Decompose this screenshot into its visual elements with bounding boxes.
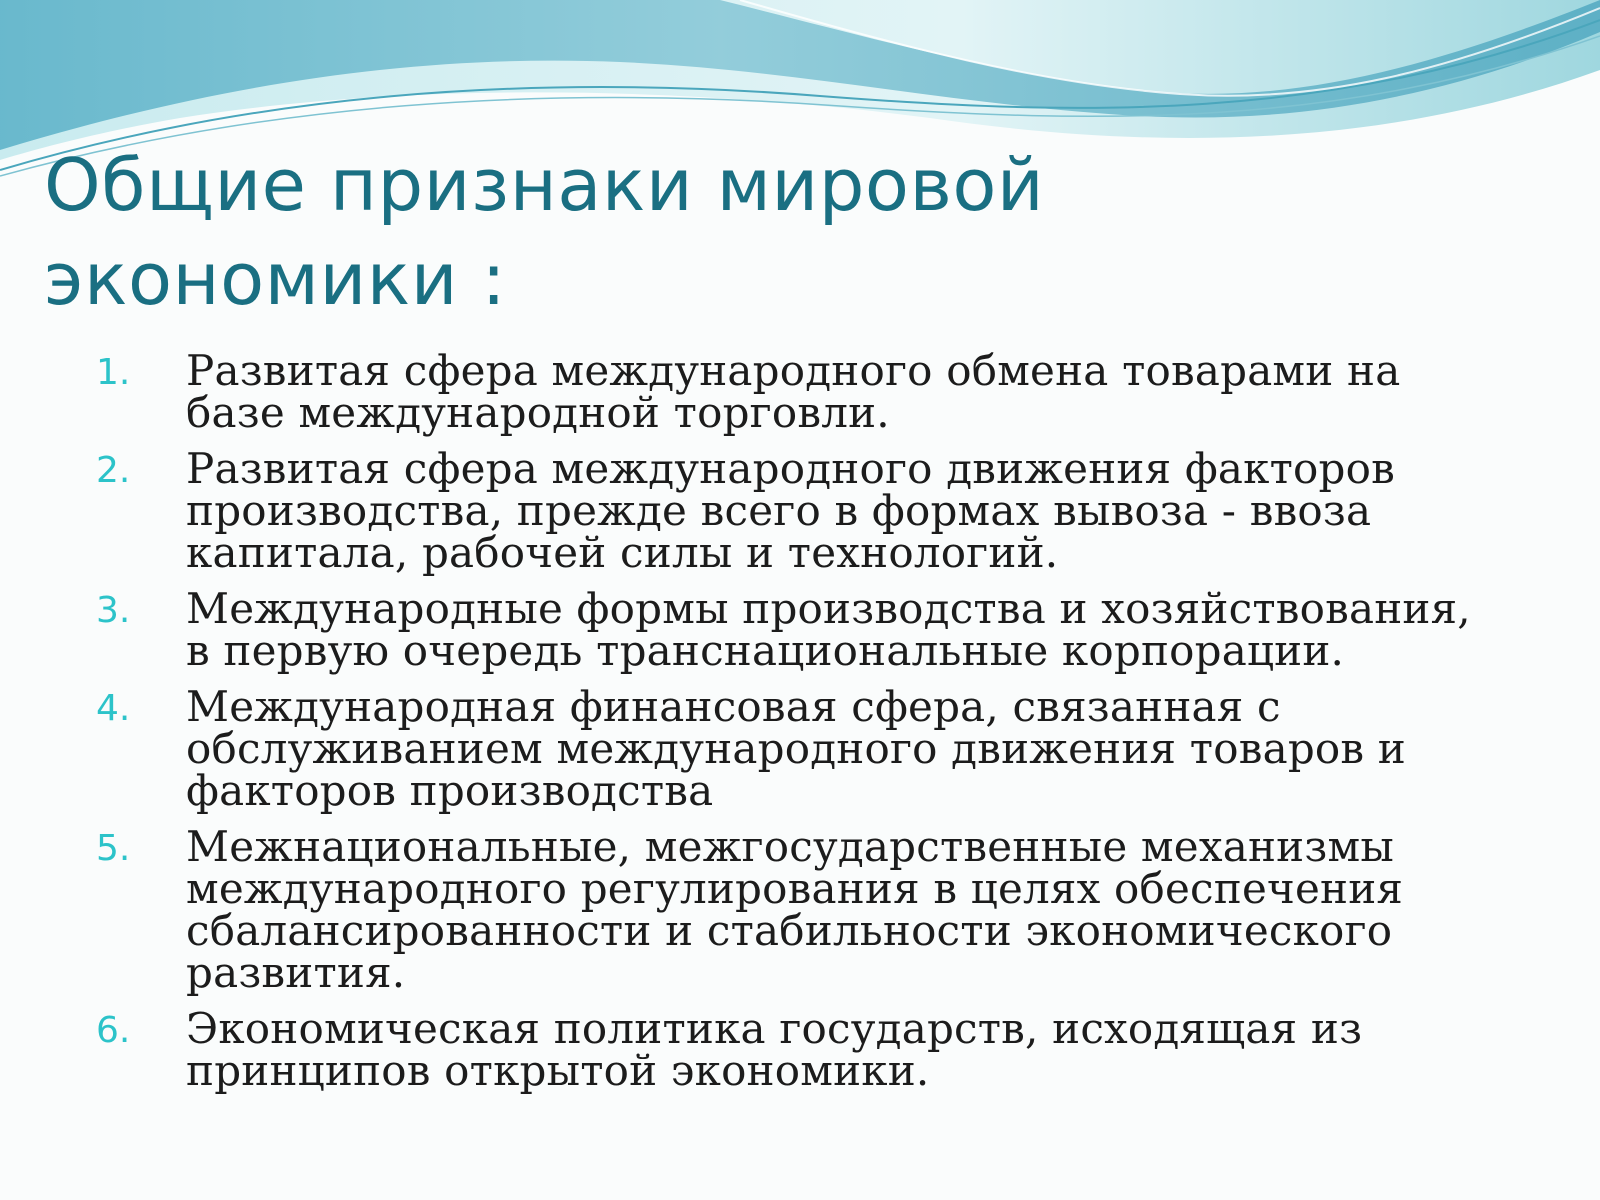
- list-item: [0, 822, 1600, 997]
- features-list: [0, 346, 1600, 1106]
- list-item-text: Межнациональные, межгосударственные механизмы международного регулирования в целях обеспечения сбалансированности и стабильности экономического развития.: [186, 822, 1404, 997]
- list-item-text: Развитая сфера международного обмена товарами на базе международной торговли.: [186, 346, 1401, 437]
- list-item-text: Экономическая политика государств, исходящая из принципов открытой экономики.: [186, 1004, 1363, 1095]
- list-item: [0, 1004, 1600, 1095]
- list-item-number: 4.: [96, 688, 131, 729]
- list-item-number: 5.: [96, 828, 131, 869]
- list-item-number: 3.: [96, 590, 131, 631]
- list-item-number: 1.: [96, 352, 131, 393]
- list-item: [0, 682, 1600, 815]
- list-item-text: Развитая сфера международного движения факторов производства, прежде всего в формах вывоза - ввоза капитала, рабочей силы и технологий.: [186, 444, 1395, 577]
- list-item: [0, 584, 1600, 675]
- list-item-text: Международная финансовая сфера, связанная с обслуживанием международного движения товаров и факторов производства: [186, 682, 1406, 815]
- slide-title: Общие признаки мировой экономики :: [44, 143, 1045, 321]
- list-item-number: 2.: [96, 450, 131, 491]
- list-item-text: Международные формы производства и хозяйствования, в первую очередь транснациональные корпорации.: [186, 584, 1471, 675]
- list-item: [0, 346, 1600, 437]
- list-item-number: 6.: [96, 1010, 131, 1051]
- list-item: [0, 444, 1600, 577]
